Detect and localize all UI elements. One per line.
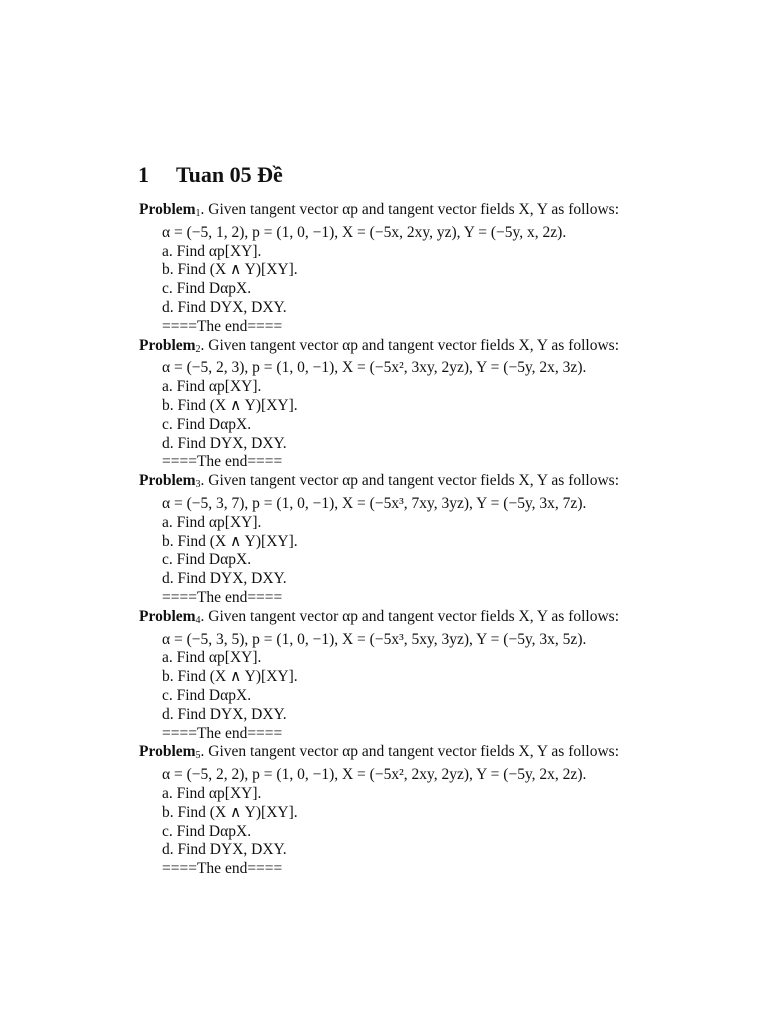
problem-part-a: a. Find αp[XY]. xyxy=(162,649,262,667)
problem-part-a: a. Find αp[XY]. xyxy=(162,242,262,260)
problem-part-a: a. Find αp[XY]. xyxy=(162,378,262,396)
section-title: Tuan 05 Đề xyxy=(176,162,283,187)
problem-index: 3 xyxy=(195,479,201,491)
section-number: 1 xyxy=(138,162,149,187)
problem-definition: α = (−5, 2, 3), p = (1, 0, −1), X = (−5x², 3xy, 2yz), Y = (−5y, 2x, 3z). xyxy=(162,359,587,377)
problem-block xyxy=(139,472,739,608)
problem-part-d: d. Find DYX, DXY. xyxy=(162,298,287,316)
problem-part-d: d. Find DYX, DXY. xyxy=(162,570,287,588)
problem-part-c: c. Find DαpX. xyxy=(162,822,252,840)
problem-part-d: d. Find DYX, DXY. xyxy=(162,841,287,859)
problem-block xyxy=(139,337,739,473)
problem-label: Problem xyxy=(139,201,196,218)
problem-intro xyxy=(139,608,739,631)
problem-part-c: c. Find DαpX. xyxy=(162,280,252,298)
problem-definition: α = (−5, 3, 7), p = (1, 0, −1), X = (−5x³, 7xy, 3yz), Y = (−5y, 3x, 7z). xyxy=(162,494,587,512)
problem-part-b: b. Find (X ∧ Y)[XY]. xyxy=(162,532,298,550)
problem-index: 5 xyxy=(195,750,201,762)
problem-intro xyxy=(139,743,739,766)
problem-part-c: c. Find DαpX. xyxy=(162,551,252,569)
problem-part-a: a. Find αp[XY]. xyxy=(162,784,262,802)
problem-index: 4 xyxy=(195,614,201,626)
problem-part-b: b. Find (X ∧ Y)[XY]. xyxy=(162,396,298,414)
problem-label: Problem xyxy=(139,472,196,490)
problem-intro xyxy=(139,337,739,360)
problem-part-d: d. Find DYX, DXY. xyxy=(162,705,287,723)
problem-end-marker: ====The end==== xyxy=(162,588,283,606)
problem-intro-text: . Given tangent vector αp and tangent vector fields X, Y as follows: xyxy=(200,336,620,354)
problem-definition: α = (−5, 3, 5), p = (1, 0, −1), X = (−5x³, 5xy, 3yz), Y = (−5y, 3x, 5z). xyxy=(162,630,587,648)
problem-end-marker: ====The end==== xyxy=(162,724,283,742)
problem-intro xyxy=(139,201,739,224)
problem-label: Problem xyxy=(139,607,196,625)
problem-intro-text: . Given tangent vector αp and tangent vector fields X, Y as follows: xyxy=(200,472,620,490)
problem-part-b: b. Find (X ∧ Y)[XY]. xyxy=(162,803,298,821)
problem-list xyxy=(139,201,739,879)
problem-part-c: c. Find DαpX. xyxy=(162,686,252,704)
problem-end-marker: ====The end==== xyxy=(162,860,283,878)
problem-part-d: d. Find DYX, DXY. xyxy=(162,434,287,452)
problem-intro-text: . Given tangent vector αp and tangent vector fields X, Y as follows: xyxy=(200,743,620,761)
problem-intro-text: . Given tangent vector αp and tangent vector fields X, Y as follows: xyxy=(200,607,620,625)
problem-part-a: a. Find αp[XY]. xyxy=(162,513,262,531)
problem-part-b: b. Find (X ∧ Y)[XY]. xyxy=(162,261,298,279)
problem-block xyxy=(139,743,739,879)
problem-definition: α = (−5, 2, 2), p = (1, 0, −1), X = (−5x², 2xy, 2yz), Y = (−5y, 2x, 2z). xyxy=(162,766,587,784)
problem-end-marker: ====The end==== xyxy=(162,453,283,471)
problem-index: 2 xyxy=(195,343,201,355)
problem-intro xyxy=(139,472,739,495)
problem-block xyxy=(139,608,739,744)
problem-label: Problem xyxy=(139,743,196,761)
problem-definition: α = (−5, 1, 2), p = (1, 0, −1), X = (−5x, 2xy, yz), Y = (−5y, x, 2z). xyxy=(162,223,567,241)
problem-index: 1 xyxy=(195,208,201,219)
problem-end-marker: ====The end==== xyxy=(162,317,283,335)
section-heading xyxy=(138,160,283,190)
problem-intro-text: . Given tangent vector αp and tangent vector fields X, Y as follows: xyxy=(200,201,620,218)
problem-block xyxy=(139,201,739,337)
problem-part-c: c. Find DαpX. xyxy=(162,415,252,433)
problem-label: Problem xyxy=(139,336,196,354)
problem-part-b: b. Find (X ∧ Y)[XY]. xyxy=(162,668,298,686)
